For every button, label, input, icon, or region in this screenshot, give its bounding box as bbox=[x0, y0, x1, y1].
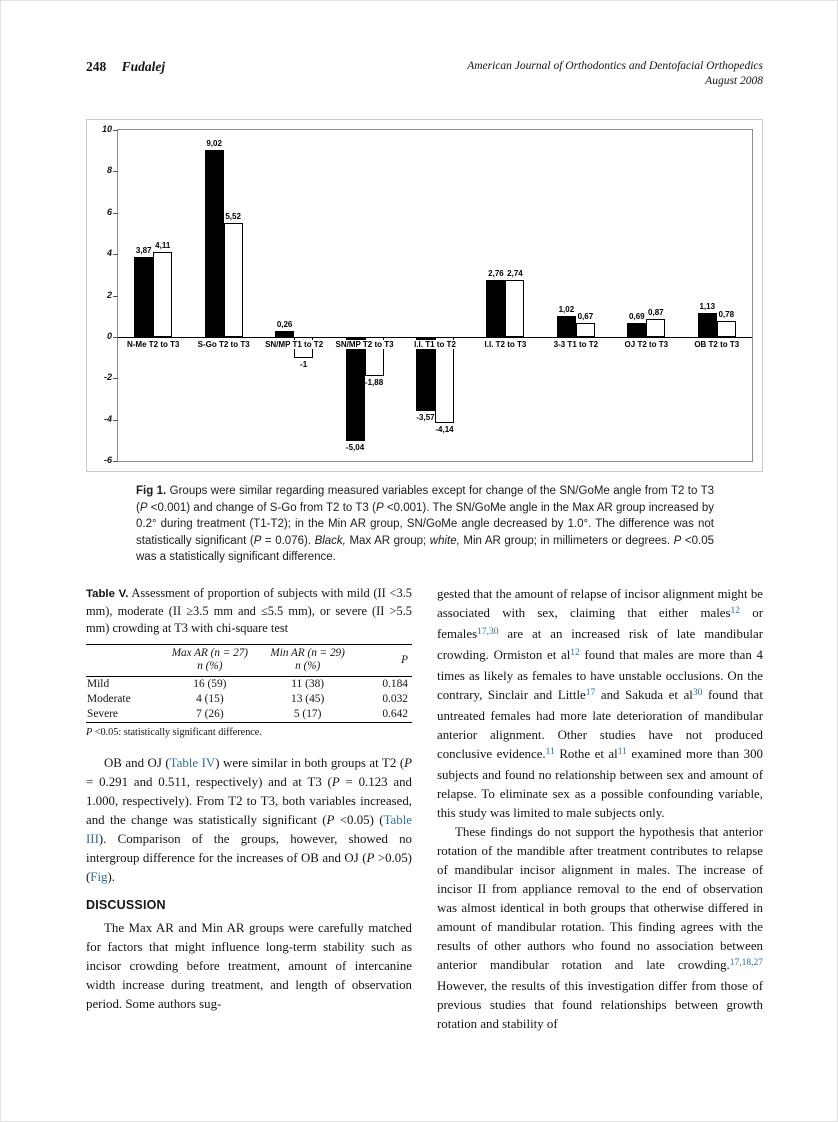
col-header-p: P bbox=[357, 645, 412, 677]
chart-y-axis bbox=[87, 124, 115, 465]
col-header-line: Max AR (n = 27) bbox=[171, 647, 249, 659]
y-tick-mark bbox=[113, 213, 118, 214]
table-v-grid bbox=[86, 644, 412, 723]
table-v-header bbox=[86, 645, 412, 677]
bar-max-ar bbox=[275, 331, 294, 336]
text-run: = 0.291 and 0.511, respectively) and at T3 ( bbox=[86, 775, 332, 789]
text-run: However, the results of this investigation differ from those of previous studies that found relationships between growth rotation and stability of bbox=[437, 979, 763, 1031]
bar-min-ar bbox=[224, 223, 243, 337]
citation-superscript[interactable]: 11 bbox=[545, 746, 555, 757]
text-run: P bbox=[366, 851, 375, 865]
bar-value-label: 1,02 bbox=[558, 304, 575, 314]
y-tick-label: 6 bbox=[106, 206, 112, 217]
citation-superscript[interactable]: 17,30 bbox=[477, 626, 499, 637]
category-label: 3-3 T1 to T2 bbox=[553, 339, 599, 349]
table-v-footnote bbox=[86, 727, 412, 738]
table-cell: 4 (15) bbox=[196, 693, 224, 705]
paragraph bbox=[437, 585, 763, 823]
table-cell: Moderate bbox=[87, 693, 131, 705]
text-run: found that untreated females had more late deterioration of mandibular anterior alignment. Other studies have not produced conclusive evidence. bbox=[437, 688, 763, 761]
citation-superscript[interactable]: 12 bbox=[730, 605, 741, 616]
table-cell: 0.184 bbox=[382, 678, 408, 690]
bar-value-label: 1,13 bbox=[699, 302, 716, 312]
bar-value-label: 2,76 bbox=[488, 268, 504, 278]
text-run: <0.05 was a statistically significant difference. bbox=[136, 534, 714, 563]
table-row bbox=[86, 692, 412, 707]
text-run: = 0.123 and 1.000, respectively). From T2 to T3, both variables increased, and the change was statistically significant ( bbox=[86, 775, 413, 827]
text-run: or females bbox=[437, 606, 763, 641]
y-tick-mark bbox=[113, 420, 118, 421]
page-number: 248 bbox=[86, 59, 107, 74]
paragraph bbox=[86, 754, 412, 887]
left-column bbox=[86, 585, 412, 1034]
bar-value-label: 0,69 bbox=[629, 311, 645, 321]
text-run: ). bbox=[107, 870, 116, 884]
text-run: P bbox=[673, 534, 682, 547]
text-run: Rothe et al bbox=[554, 747, 618, 761]
y-tick-mark bbox=[113, 378, 118, 379]
bar-max-ar bbox=[627, 323, 646, 337]
y-tick-mark bbox=[113, 171, 118, 172]
bar-value-label: 0,67 bbox=[577, 312, 594, 321]
bar-value-label: -1 bbox=[300, 359, 308, 369]
table-v bbox=[86, 585, 412, 738]
table-cell: Severe bbox=[86, 707, 161, 723]
y-tick-mark bbox=[113, 296, 118, 297]
col-header-max-ar bbox=[161, 645, 259, 677]
category-label: N-Me T2 to T3 bbox=[126, 339, 180, 349]
text-run: Max AR group; bbox=[345, 534, 430, 547]
y-tick-mark bbox=[113, 130, 118, 131]
table-row bbox=[86, 707, 412, 723]
text-run: found that males are more than 4 times as likely as females to have unstable occlusions. On the contrary, Sinclair and Little bbox=[437, 648, 763, 702]
y-tick-label: 0 bbox=[106, 330, 112, 341]
text-run: Black, bbox=[314, 534, 346, 547]
text-run: Min AR group; in millimeters or degrees. bbox=[459, 534, 674, 547]
text-run: = 0.076). bbox=[261, 534, 315, 547]
y-tick-label: -4 bbox=[103, 413, 112, 424]
bar-min-ar bbox=[153, 252, 172, 337]
journal-title: American Journal of Orthodontics and Dentofacial Orthopedics bbox=[467, 60, 763, 72]
text-run: P bbox=[326, 813, 335, 827]
figure-1-bar-chart bbox=[86, 119, 763, 472]
col-header-line: n (%) bbox=[295, 660, 321, 672]
col-header-min-ar bbox=[259, 645, 357, 677]
bar-max-ar bbox=[205, 150, 224, 337]
text-run: are at an increased risk of late mandibular crowding. Ormiston et al bbox=[437, 627, 763, 662]
table-v-title bbox=[86, 585, 412, 637]
bar-min-ar bbox=[717, 321, 736, 337]
category-label: I.I. T2 to T3 bbox=[484, 339, 527, 349]
text-run: >0.05) ( bbox=[86, 851, 412, 884]
bar-value-label: 0,78 bbox=[718, 309, 735, 319]
text-run: P bbox=[331, 775, 340, 789]
text-run: OB and OJ ( bbox=[104, 756, 170, 770]
y-tick-mark bbox=[113, 254, 118, 255]
text-run: examined more than 300 subjects and found no relationship between sex and amount of relapse. To eliminate sex as a possible confounding variable, this study was limited to male subjects only. bbox=[437, 747, 763, 820]
text-run: P bbox=[375, 501, 384, 514]
bar-max-ar bbox=[486, 280, 505, 337]
text-run: P bbox=[139, 501, 148, 514]
table-cell: 11 (38) bbox=[291, 678, 325, 690]
col-header-blank bbox=[86, 645, 161, 677]
text-run: P bbox=[253, 534, 262, 547]
table-cell: Mild bbox=[87, 678, 110, 690]
bar-value-label: -3,57 bbox=[416, 412, 435, 422]
figure-caption bbox=[136, 483, 714, 566]
citation-superscript[interactable]: 12 bbox=[570, 647, 580, 658]
text-run: P bbox=[86, 727, 93, 738]
text-run: Table V. bbox=[86, 588, 129, 600]
bar-min-ar bbox=[505, 280, 524, 337]
bar-value-label: 2,74 bbox=[507, 269, 523, 279]
y-tick-label: 8 bbox=[106, 165, 112, 176]
col-header-line: Min AR (n = 29) bbox=[270, 647, 345, 659]
text-run: <0.001). The SN/GoMe angle in the Max AR group increased by 0.2° during treatment (T1-T2); in the Min AR group, SN/GoMe angle decreased by 1.0°. The difference was not statistically significant ( bbox=[136, 501, 715, 547]
page-header-left bbox=[86, 59, 165, 75]
table-row bbox=[86, 677, 412, 693]
running-head bbox=[86, 59, 763, 89]
bar-value-label: 4,11 bbox=[155, 240, 171, 250]
text-run: P bbox=[404, 756, 412, 770]
citation-superscript[interactable]: 17,18,27 bbox=[729, 957, 763, 968]
table-cell: 13 (45) bbox=[291, 693, 325, 705]
bar-value-label: -4,14 bbox=[435, 424, 454, 434]
issue-date: August 2008 bbox=[705, 75, 763, 87]
cross-reference-link[interactable]: Table IV bbox=[169, 756, 216, 770]
text-run: The Max AR and Min AR groups were carefully matched for factors that might influence long-term stability such as incisor crowding before treatment, amount of intercanine width increase during treatment, and length of observation period. Some authors sug- bbox=[86, 921, 412, 1011]
text-run: These findings do not support the hypothesis that anterior rotation of the mandible after treatment contributes to relapse of mandibular incisor alignment in males. The increase of incisor II from appliance removal to the end of observation was almost identical in both groups that otherwise differed in amount of mandibular rotation. This finding agrees with the results of other authors who found no association between anterior mandibular rotation and late crowding. bbox=[437, 825, 763, 972]
y-tick-label: 2 bbox=[106, 289, 112, 300]
right-column bbox=[437, 585, 763, 1034]
table-cell: 7 (26) bbox=[161, 707, 259, 723]
text-run: ). Comparison of the groups, however, showed no intergroup difference for the increases of OB and OJ ( bbox=[86, 832, 412, 865]
bar-min-ar bbox=[576, 323, 595, 337]
cross-reference-link[interactable]: Fig bbox=[90, 870, 108, 884]
chart-plot-area bbox=[117, 129, 753, 462]
table-cell: 5 (17) bbox=[259, 707, 357, 723]
text-run: Fig 1. bbox=[136, 485, 167, 497]
bar-min-ar bbox=[646, 319, 665, 337]
text-run: white, bbox=[429, 534, 460, 547]
table-header-row bbox=[86, 645, 412, 677]
text-run: gested that the amount of relapse of incisor alignment might be associated with sex, claiming that either males bbox=[437, 587, 763, 620]
category-label: S-Go T2 to T3 bbox=[197, 339, 250, 349]
text-run: ) were similar in both groups at T2 ( bbox=[215, 756, 405, 770]
bar-value-label: 9,02 bbox=[206, 139, 222, 149]
bar-value-label: 3,87 bbox=[135, 245, 152, 255]
text-run: and Sakuda et al bbox=[595, 688, 693, 702]
table-cell: 0.032 bbox=[382, 693, 408, 705]
citation-superscript[interactable]: 11 bbox=[617, 746, 627, 757]
text-run: Groups were similar regarding measured variables except for change of the SN/GoMe angle from T2 to T3 ( bbox=[136, 485, 714, 514]
bar-min-ar bbox=[435, 337, 454, 423]
page-header-right bbox=[467, 59, 763, 89]
col-header-line: n (%) bbox=[197, 660, 223, 672]
table-cell: 16 (59) bbox=[193, 678, 227, 690]
cross-reference-link[interactable]: Table III bbox=[86, 813, 413, 846]
y-tick-label: -6 bbox=[103, 455, 112, 465]
category-label: SN/MP T1 to T2 bbox=[265, 339, 324, 349]
y-tick-label: 4 bbox=[106, 248, 112, 259]
category-label: SN/MP T2 to T3 bbox=[335, 339, 394, 349]
category-label: I.I. T1 to T2 bbox=[414, 339, 456, 349]
table-v-body bbox=[86, 677, 412, 723]
text-run: Assessment of proportion of subjects with mild (II <3.5 mm), moderate (II ≥3.5 mm and ≤5.5 mm), or severe (II >5.5 mm) crowding at T3 with chi-square test bbox=[86, 586, 412, 635]
bar-value-label: -1,88 bbox=[364, 377, 384, 387]
text-run: <0.001) and change of S-Go from T2 to T3 ( bbox=[147, 501, 376, 514]
bar-max-ar bbox=[134, 257, 153, 337]
y-tick-label: -2 bbox=[103, 372, 112, 383]
author-name: Fudalej bbox=[121, 59, 166, 74]
citation-superscript[interactable]: 30 bbox=[692, 687, 703, 698]
bar-value-label: 0,87 bbox=[648, 307, 664, 317]
bar-value-label: 5,52 bbox=[225, 211, 241, 221]
bar-value-label: 0,26 bbox=[276, 320, 293, 330]
citation-superscript[interactable]: 17 bbox=[585, 687, 596, 698]
y-tick-mark bbox=[113, 461, 118, 462]
section-heading-discussion: DISCUSSION bbox=[86, 898, 166, 912]
y-tick-label: 10 bbox=[101, 124, 112, 134]
bar-max-ar bbox=[346, 337, 365, 441]
bar-value-label: -5,04 bbox=[345, 443, 365, 453]
paragraph bbox=[437, 823, 763, 1034]
paragraph bbox=[86, 919, 412, 1014]
category-label: OB T2 to T3 bbox=[694, 339, 740, 349]
table-cell: 0.642 bbox=[357, 707, 412, 723]
text-run: <0.05) ( bbox=[334, 813, 384, 827]
text-run: <0.05: statistically significant difference. bbox=[92, 727, 262, 738]
category-label: OJ T2 to T3 bbox=[624, 339, 669, 349]
body-columns bbox=[86, 585, 763, 1034]
